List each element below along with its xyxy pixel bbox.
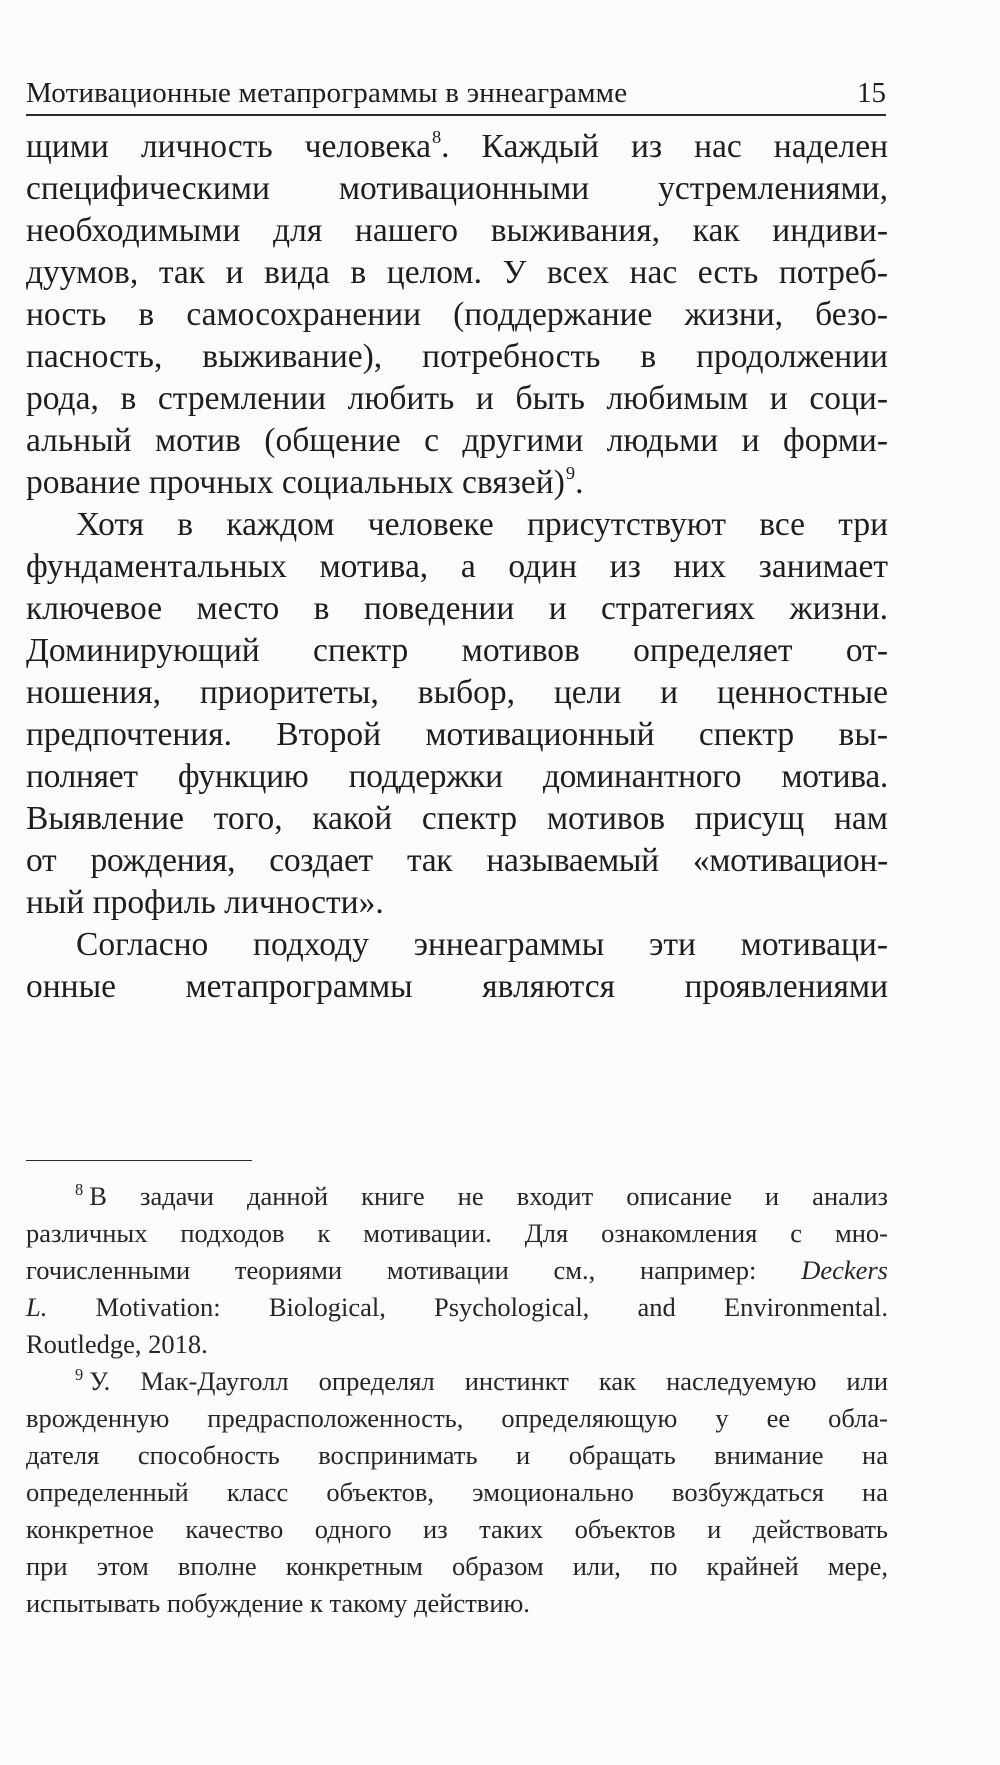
- body-line: от рождения, создает так называемый «мотивацион-: [26, 842, 888, 879]
- body-line: щими личность человека$^8$. Каждый из нас наделен: [26, 127, 888, 165]
- running-head: [26, 72, 886, 116]
- footnote-8-line: различных подходов к мотивации. Для ознакомления с мно-: [26, 1218, 888, 1248]
- footnote-9-line: $^9$ У. Мак-Дауголл определял инстинкт как наследуемую или: [75, 1365, 888, 1396]
- body-line: Выявление того, какой спектр мотивов присущ нам: [26, 800, 888, 837]
- body-line: Хотя в каждом человеке присутствуют все три: [76, 506, 888, 543]
- footnote-8-line: $^8$ В задачи данной книге не входит описание и анализ: [75, 1180, 888, 1211]
- footnote-9-line: конкретное качество одного из таких объектов и действовать: [26, 1514, 888, 1544]
- body-line: дуумов, так и вида в целом. У всех нас есть потреб-: [26, 254, 888, 291]
- body-line: ключевое место в поведении и стратегиях жизни.: [26, 590, 888, 627]
- footnote-8-line: гочисленными теориями мотивации см., например: Deckers: [26, 1255, 888, 1285]
- body-line: альный мотив (общение с другими людьми и форми-: [26, 422, 888, 459]
- footnote-9-line: врожденную предрасположенность, определяющую у ее обла-: [26, 1403, 888, 1433]
- footnote-ref[interactable]: 9: [565, 463, 576, 484]
- body-line: ный профиль личности».: [26, 884, 384, 921]
- body-line: необходимыми для нашего выживания, как индиви-: [26, 212, 888, 249]
- footnote-9-line: определенный класс объектов, эмоционально возбуждаться на: [26, 1477, 888, 1507]
- body-line: рода, в стремлении любить и быть любимым и соци-: [26, 380, 888, 417]
- footnote-ref[interactable]: 8: [431, 127, 442, 148]
- body-line: специфическими мотивационными устремлениями,: [26, 170, 888, 207]
- body-line: пасность, выживание), потребность в продолжении: [26, 338, 888, 375]
- body-line: Доминирующий спектр мотивов определяет от-: [26, 632, 888, 669]
- body-line: онные метапрограммы являются проявлениями: [26, 968, 888, 1005]
- footnote-9-line: испытывать побуждение к такому действию.: [26, 1588, 530, 1618]
- body-line: предпочтения. Второй мотивационный спектр вы-: [26, 716, 888, 753]
- footnote-marker: 9: [75, 1365, 84, 1385]
- page-number: 15: [857, 77, 886, 109]
- footnote-8-line: L. Motivation: Biological, Psychological, and Environmental.: [26, 1292, 888, 1322]
- body-line: ношения, приоритеты, выбор, цели и ценностные: [26, 674, 888, 711]
- citation-author: Deckers: [801, 1255, 888, 1285]
- body-line: Согласно подходу эннеаграммы эти мотиваци-: [76, 926, 888, 963]
- body-line: рование прочных социальных связей)$^9$.: [26, 463, 584, 501]
- citation-author: L.: [26, 1292, 48, 1322]
- footnote-9-line: дателя способность воспринимать и обращать внимание на: [26, 1440, 888, 1470]
- body-line: полняет функцию поддержки доминантного мотива.: [26, 758, 888, 795]
- footnote-marker: 8: [75, 1180, 84, 1200]
- body-line: фундаментальных мотива, а один из них занимает: [26, 548, 888, 585]
- running-head-title: Мотивационные метапрограммы в эннеаграмме: [26, 77, 628, 109]
- body-line: ность в самосохранении (поддержание жизни, безо-: [26, 296, 888, 333]
- footnote-separator: [26, 1160, 252, 1161]
- footnote-9-line: при этом вполне конкретным образом или, по крайней мере,: [26, 1551, 888, 1581]
- footnote-8-line: Routledge, 2018.: [26, 1329, 208, 1359]
